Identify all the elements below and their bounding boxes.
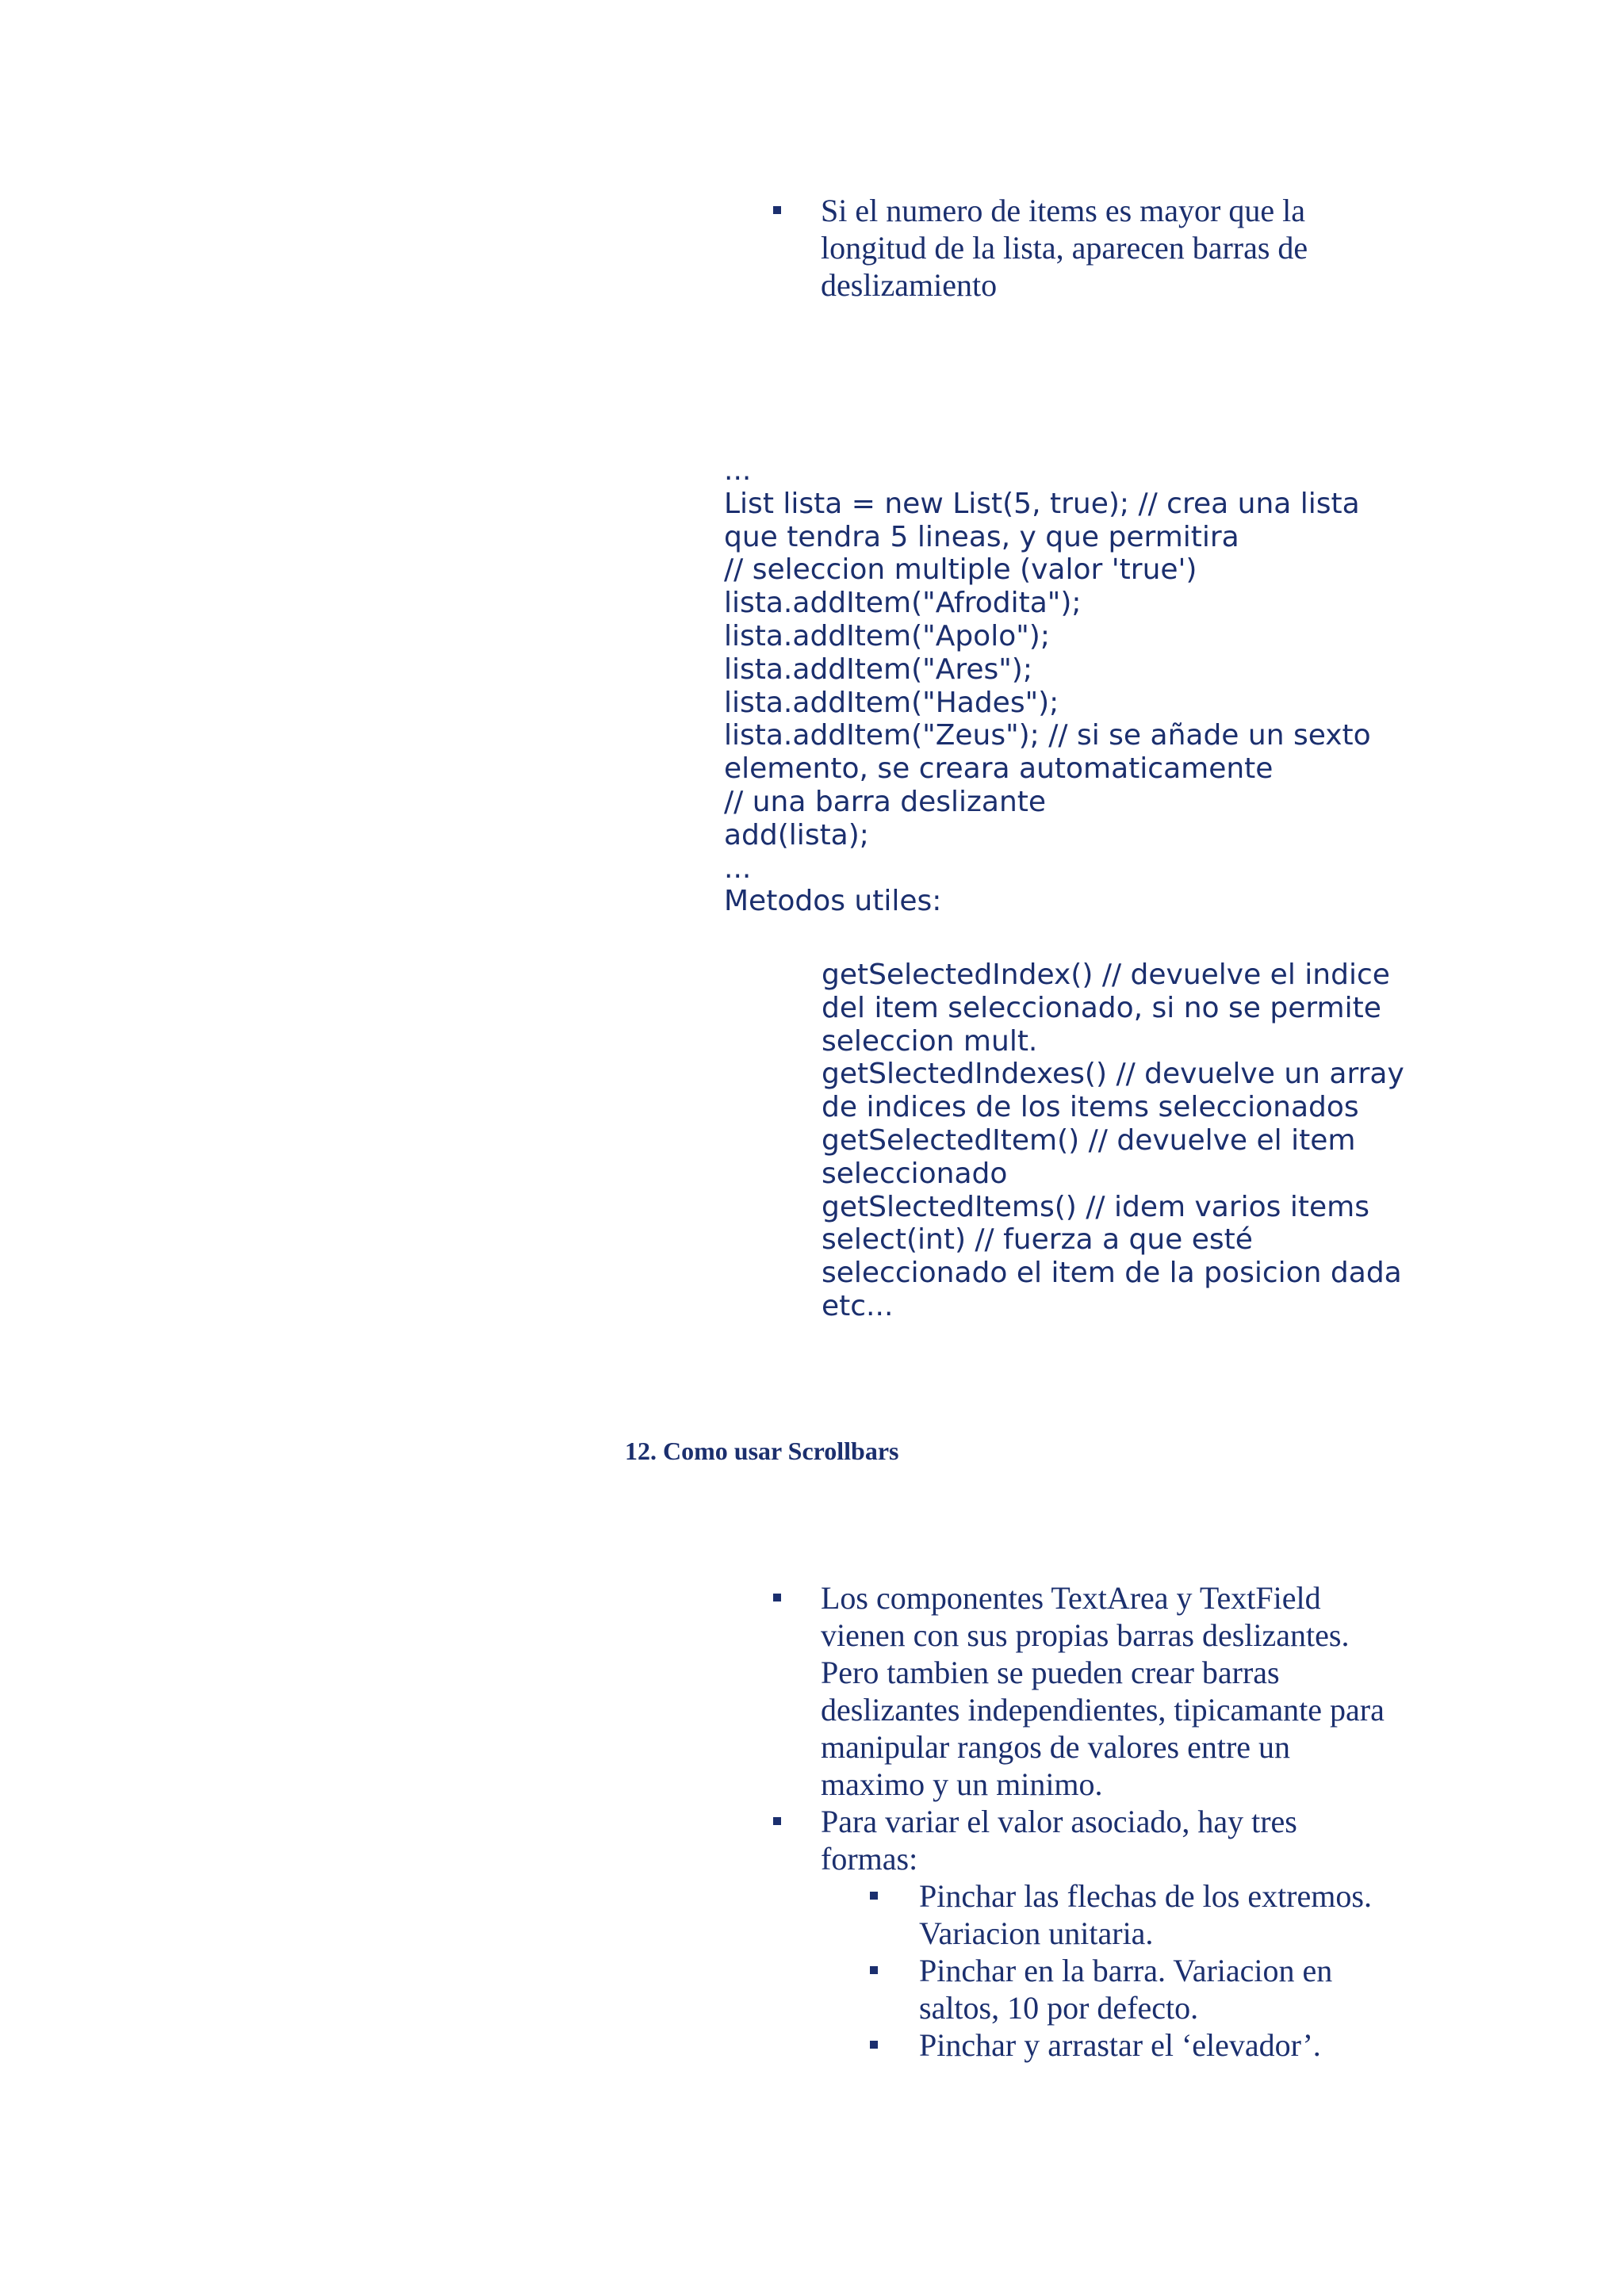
square-bullet-icon [870, 2041, 878, 2049]
method-line: getSelectedIndex() // devuelve el indice [822, 959, 1390, 991]
code-line: add(lista); [724, 818, 869, 851]
sub-bullet-text: Pinchar en la barra. Variacion en saltos, 10 por defecto. [919, 1953, 1333, 2026]
code-line: lista.addItem("Zeus"); // si se añade un sexto [724, 719, 1371, 752]
square-bullet-icon [773, 1594, 781, 1601]
code-line: // seleccion multiple (valor 'true') [724, 553, 1197, 587]
method-line: getSelectedItem() // devuelve el item [822, 1123, 1356, 1157]
bullet-text: Los componentes TextArea y TextField vienen con sus propias barras deslizantes. Pero tambien se pueden crear barras deslizantes independientes, tipicamante para manipular rangos de valores entre un maximo y un minimo. [821, 1580, 1385, 1802]
code-line: lista.addItem("Ares"); [724, 652, 1032, 686]
code-line: lista.addItem("Hades"); [724, 686, 1059, 719]
code-line: elemento, se creara automaticamente [724, 752, 1274, 786]
list-item [773, 1803, 1392, 2064]
method-line: select(int) // fuerza a que esté [822, 1223, 1253, 1257]
sub-bullet-text: Pinchar las flechas de los extremos. Variacion unitaria. [919, 1878, 1372, 1951]
code-line: Metodos utiles: [724, 885, 942, 918]
sub-list-item [870, 1952, 1392, 2026]
method-line: seleccionado [822, 1157, 1008, 1190]
code-line: que tendra 5 lineas, y que permitira [724, 520, 1239, 553]
method-line: de indices de los items seleccionados [822, 1091, 1359, 1124]
method-line: etc... [822, 1289, 894, 1322]
method-line: seleccion mult. [822, 1024, 1038, 1058]
method-line: del item seleccionado, si no se permite [822, 991, 1381, 1024]
sub-list-item [870, 2026, 1392, 2064]
method-line: getSlectedItems() // idem varios items [822, 1190, 1369, 1223]
code-line: lista.addItem("Afrodita"); [724, 587, 1082, 620]
sub-bullet-list [821, 1877, 1392, 2064]
section-heading: 12. Como usar Scrollbars [625, 1437, 899, 1465]
code-line: lista.addItem("Apolo"); [724, 619, 1050, 652]
code-line: ... [724, 454, 752, 487]
method-line: seleccionado el item de la posicion dada [822, 1257, 1402, 1290]
code-line: List lista = new List(5, true); // crea una lista [724, 487, 1360, 520]
list-item [773, 192, 1376, 304]
bullet-text: Para variar el valor asociado, hay tres formas: [821, 1804, 1297, 1877]
square-bullet-icon [870, 1966, 878, 1974]
bottom-bullet-list [773, 1579, 1392, 2064]
bullet-text: Si el numero de items es mayor que la longitud de la lista, aparecen barras de deslizamiento [821, 193, 1308, 303]
square-bullet-icon [773, 206, 781, 214]
square-bullet-icon [870, 1892, 878, 1900]
top-bullet-list [773, 192, 1376, 304]
code-line: ... [724, 851, 752, 885]
list-item [773, 1579, 1392, 1803]
method-line: getSlectedIndexes() // devuelve un array [822, 1058, 1404, 1091]
square-bullet-icon [773, 1817, 781, 1825]
sub-list-item [870, 1877, 1392, 1952]
methods-block [822, 959, 1424, 1323]
sub-bullet-text: Pinchar y arrastar el ‘elevador’. [919, 2027, 1321, 2063]
code-block [724, 454, 1406, 918]
code-line: // una barra deslizante [724, 785, 1047, 818]
